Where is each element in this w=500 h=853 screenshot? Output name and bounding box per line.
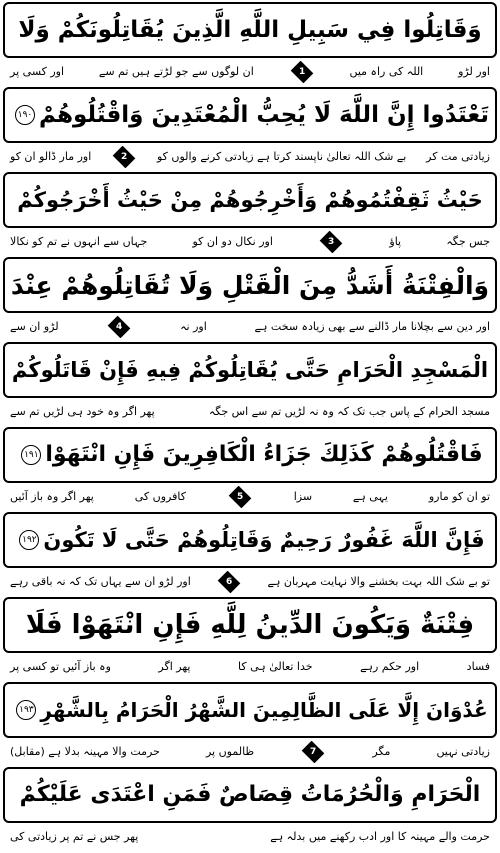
arabic-verse-line bbox=[3, 2, 497, 58]
footnote-number: 5 bbox=[236, 491, 243, 502]
urdu-translation-line bbox=[8, 146, 492, 168]
footnote-marker-icon bbox=[113, 146, 136, 168]
translation-segment: جس جگہ bbox=[446, 235, 490, 248]
translation-segment: ان لوگوں سے جو لڑتے ہیں تم سے bbox=[98, 65, 254, 78]
translation-segment: زیادتی نہیں bbox=[436, 745, 490, 758]
arabic-text: الْحَرَامِ وَالْحُرُمَاتُ قِصَاصٌ فَمَنِ اعْتَدَى عَلَيْكُمْ bbox=[19, 782, 481, 807]
urdu-translation-line bbox=[8, 741, 492, 763]
arabic-text: عُدْوَانَ إِلَّا عَلَى الظَّالِمِينَ الشَّهْرُ الْحَرَامُ بِالشَّهْرِ bbox=[40, 698, 488, 722]
translation-segment: اور کسی پر bbox=[10, 65, 65, 78]
arabic-verse-line bbox=[3, 342, 497, 398]
translation-segment: خدا تعالیٰ ہی کا bbox=[238, 660, 313, 673]
translation-segment: مگر bbox=[372, 745, 391, 758]
translation-segment: اور حکم رہے bbox=[360, 660, 420, 673]
arabic-verse-line bbox=[3, 87, 497, 143]
translation-segment: ظالموں پر bbox=[205, 745, 255, 758]
translation-segment: اور لڑو ان سے یہاں تک کہ نہ باقی رہے bbox=[10, 575, 191, 588]
urdu-translation-line bbox=[8, 231, 492, 253]
arabic-verse-line bbox=[3, 257, 497, 313]
urdu-translation-line bbox=[8, 401, 492, 423]
arabic-text: وَالْفِتْنَةُ أَشَدُّ مِنَ الْقَتْلِ وَلَا تُقَاتِلُوهُمْ عِنْدَ bbox=[10, 270, 490, 300]
translation-segment: اور نکال دو ان کو bbox=[192, 235, 273, 248]
translation-segment: اور مار ڈالو ان کو bbox=[10, 150, 92, 163]
translation-segment: فساد bbox=[466, 660, 490, 673]
urdu-translation-line bbox=[8, 571, 492, 593]
translation-segment: مسجد الحرام کے پاس جب تک کہ وہ نہ لڑیں تم سے اس جگہ bbox=[208, 405, 490, 418]
ayah-number-marker: ۱۹۱ bbox=[21, 445, 41, 465]
urdu-translation-line bbox=[8, 826, 492, 848]
urdu-translation-line bbox=[8, 656, 492, 678]
translation-segment: کافروں کی bbox=[134, 490, 186, 503]
translation-segment: زیادتی مت کر bbox=[426, 150, 490, 163]
arabic-text: فِتْنَةٌ وَيَكُونَ الدِّينُ لِلَّهِ فَإِنِ انْتَهَوْا فَلَا bbox=[25, 610, 475, 640]
translation-segment: سزا bbox=[293, 490, 313, 503]
translation-segment: پاؤ bbox=[389, 235, 402, 248]
ayah-number-marker: ۱۹۲ bbox=[19, 530, 39, 550]
translation-segment: تو ان کو مارو bbox=[428, 490, 490, 503]
arabic-text: وَقَاتِلُوا فِي سَبِيلِ اللَّهِ الَّذِينَ يُقَاتِلُونَكُمْ وَلَا bbox=[18, 16, 482, 43]
ayah-number-marker: ۱۹۰ bbox=[15, 105, 35, 125]
arabic-verse-line bbox=[3, 512, 497, 568]
translation-segment: پھر اگر وہ خود ہی لڑیں تم سے bbox=[10, 405, 155, 418]
footnote-marker-icon bbox=[218, 571, 241, 593]
footnote-marker-icon bbox=[302, 741, 325, 763]
urdu-translation-line bbox=[8, 486, 492, 508]
translation-segment: یہی ہے bbox=[352, 490, 388, 503]
translation-segment: حرمت والے مہینہ کا اور ادب رکھنے میں بدلہ ہے bbox=[270, 830, 490, 843]
footnote-number: 7 bbox=[310, 746, 317, 757]
arabic-text: تَعْتَدُوا إِنَّ اللَّهَ لَا يُحِبُّ الْمُعْتَدِينَ وَاقْتُلُوهُمْ bbox=[39, 101, 489, 128]
urdu-translation-line bbox=[8, 316, 492, 338]
urdu-translation-line bbox=[8, 61, 492, 83]
arabic-text: حَيْثُ ثَقِفْتُمُوهُمْ وَأَخْرِجُوهُمْ مِنْ حَيْثُ أَخْرَجُوكُمْ bbox=[17, 187, 483, 212]
translation-segment: پھر اگر bbox=[158, 660, 191, 673]
footnote-number: 4 bbox=[116, 321, 123, 332]
translation-segment: وہ باز آئیں تو کسی پر bbox=[10, 660, 111, 673]
translation-segment: حرمت والا مہینہ بدلا ہے (مقابل) bbox=[10, 745, 160, 758]
arabic-verse-line bbox=[3, 682, 497, 738]
ayah-number-marker: ۱۹۳ bbox=[16, 700, 36, 720]
footnote-number: 3 bbox=[328, 236, 335, 247]
footnote-marker-icon bbox=[108, 316, 131, 338]
translation-segment: لڑو ان سے bbox=[10, 320, 59, 333]
footnote-marker-icon bbox=[228, 486, 251, 508]
footnote-number: 6 bbox=[226, 576, 233, 587]
translation-segment: اور نہ bbox=[180, 320, 207, 333]
translation-segment: پھر جس نے تم پر زیادتی کی bbox=[10, 830, 139, 843]
translation-segment: اور دین سے بچلانا مار ڈالنے سے بھی زیادہ سخت ہے bbox=[254, 320, 490, 333]
translation-segment: تو بے شک اللہ بہت بخشنے والا نہایت مہربان ہے bbox=[267, 575, 490, 588]
translation-segment: اور لڑو bbox=[458, 65, 490, 78]
translation-segment: اللہ کی راہ میں bbox=[349, 65, 424, 78]
arabic-text: فَإِنَّ اللَّهَ غَفُورٌ رَحِيمٌ وَقَاتِلُوهُمْ حَتَّى لَا تَكُونَ bbox=[43, 527, 485, 552]
arabic-verse-line bbox=[3, 597, 497, 653]
translation-segment: بے شک اللہ تعالیٰ ناپسند کرتا ہے زیادتی کرنے والوں کو bbox=[156, 150, 407, 163]
footnote-marker-icon bbox=[290, 61, 313, 83]
translation-segment: پھر اگر وہ باز آئیں bbox=[10, 490, 94, 503]
footnote-number: 1 bbox=[298, 66, 305, 77]
arabic-text: فَاقْتُلُوهُمْ كَذَلِكَ جَزَاءُ الْكَافِرِينَ فَإِنِ انْتَهَوْا bbox=[45, 442, 483, 467]
translation-segment: جہاں سے انہوں نے تم کو نکالا bbox=[10, 235, 148, 248]
arabic-verse-line bbox=[3, 172, 497, 228]
arabic-verse-line bbox=[3, 427, 497, 483]
footnote-number: 2 bbox=[120, 151, 128, 162]
arabic-verse-line bbox=[3, 767, 497, 823]
footnote-marker-icon bbox=[320, 231, 343, 253]
arabic-text: الْمَسْجِدِ الْحَرَامِ حَتَّى يُقَاتِلُوكُمْ فِيهِ فَإِنْ قَاتَلُوكُمْ bbox=[11, 357, 489, 382]
